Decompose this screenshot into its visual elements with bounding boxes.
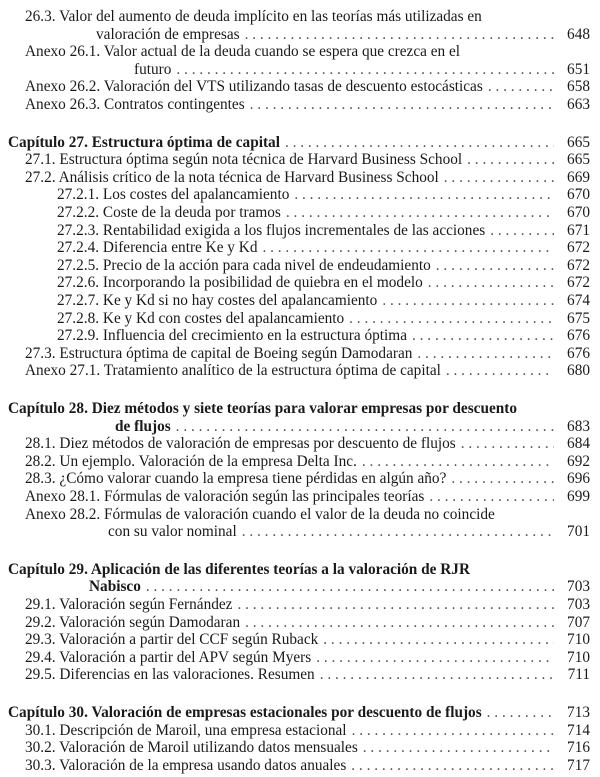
page-number: 676: [567, 327, 590, 345]
page-number: 672: [567, 274, 590, 292]
toc-entry-title: 27.2.8. Ke y Kd con costes del apalancamiento: [57, 309, 345, 327]
toc-entry-title: 29.4. Valoración a partir del APV según Myers: [25, 648, 312, 666]
toc-entry[interactable]: [25, 435, 590, 453]
toc-entry[interactable]: [25, 453, 590, 471]
toc-entry[interactable]: [57, 327, 590, 345]
page-number: 671: [567, 221, 590, 239]
toc-entry-title: Anexo 26.2. Valoración del VTS utilizando tasas de descuento estocásticas: [25, 78, 483, 96]
dot-leader: [488, 78, 554, 96]
toc-entry-title: Anexo 28.1. Fórmulas de valoración según las principales teorías: [25, 488, 425, 505]
toc-entry-title: valoración de empresas: [96, 25, 240, 43]
dot-leader: [294, 186, 554, 204]
toc-entry-title: 27.2.7. Ke y Kd si no hay costes del apalancamiento: [57, 292, 378, 309]
page-number: 710: [567, 648, 590, 666]
toc-entry[interactable]: [57, 257, 590, 275]
page-number: 670: [567, 186, 590, 204]
dot-leader: [176, 418, 554, 436]
page-number: 714: [567, 721, 590, 739]
toc-entry-title: 27.3. Estructura óptima de capital de Boeing según Damodaran: [25, 344, 413, 362]
page-number: 717: [567, 756, 590, 774]
toc-entry[interactable]: [25, 649, 590, 667]
toc-entry[interactable]: [25, 488, 590, 506]
toc-entry-title: 30.1. Descripción de Maroil, una empresa estacional: [25, 721, 347, 739]
dot-leader: [417, 345, 554, 363]
page-number: 672: [567, 239, 590, 257]
toc-entry[interactable]: [57, 204, 590, 222]
dot-leader: [349, 310, 554, 328]
toc-entry[interactable]: [96, 26, 590, 44]
page-number: 680: [567, 362, 590, 380]
toc-entry[interactable]: [25, 596, 590, 614]
dot-leader: [363, 739, 554, 757]
dot-leader: [323, 631, 554, 649]
dot-leader: [412, 327, 554, 345]
toc-entry[interactable]: [108, 523, 590, 541]
dot-leader: [242, 523, 554, 541]
toc-entry-title: 27.2.4. Diferencia entre Ke y Kd: [57, 239, 258, 257]
dot-leader: [245, 26, 554, 44]
page-number: 665: [567, 133, 590, 151]
toc-entry[interactable]: [25, 345, 590, 363]
toc-entry-title: 29.5. Diferencias en las valoraciones. Resumen: [25, 666, 315, 684]
toc-entry[interactable]: [134, 61, 590, 79]
toc-entry[interactable]: [25, 43, 590, 61]
toc-entry[interactable]: [57, 274, 590, 292]
dot-leader: [352, 722, 554, 740]
toc-entry[interactable]: [25, 757, 590, 775]
dot-leader: [444, 169, 554, 187]
toc-entry-title: 27.2.5. Precio de la acción para cada nivel de endeudamiento: [57, 256, 431, 274]
page-number: 663: [567, 96, 590, 113]
dot-leader: [351, 757, 554, 775]
page-number: 676: [567, 344, 590, 362]
toc-entry-title: Nabisco: [89, 578, 141, 596]
toc-entry-title: 28.1. Diez métodos de valoración de empresas por descuento de flujos: [25, 435, 456, 453]
toc-entry[interactable]: [25, 506, 590, 524]
toc-entry[interactable]: [25, 78, 590, 96]
toc-entry-title: Capítulo 29. Aplicación de las diferentes teorías a la valoración de RJR: [8, 560, 471, 578]
page-number: 703: [567, 596, 590, 613]
page-number: 703: [567, 578, 590, 596]
toc-entry[interactable]: [57, 292, 590, 310]
toc-entry-title: Anexo 28.2. Fórmulas de valoración cuando el valor de la deuda no coincide: [25, 505, 495, 523]
page-number: 658: [567, 78, 590, 96]
page-number: 716: [567, 739, 590, 757]
toc-entry-title: Capítulo 28. Diez métodos y siete teorías para valorar empresas por descuento: [8, 400, 517, 417]
toc-entry-title: de flujos: [115, 417, 171, 435]
toc-chapter-entry[interactable]: [8, 704, 590, 722]
toc-entry-title: 28.2. Un ejemplo. Valoración de la empresa Delta Inc.: [25, 452, 357, 470]
dot-leader: [362, 453, 554, 471]
toc-entry[interactable]: [25, 666, 590, 684]
dot-leader: [316, 649, 554, 667]
toc-entry[interactable]: [57, 222, 590, 240]
toc-entry-title: 29.2. Valoración según Damodaran: [25, 613, 241, 631]
toc-entry-title: 27.2.9. Influencia del crecimiento en la estructura óptima: [57, 327, 407, 345]
dot-leader: [146, 578, 554, 596]
page-number: 674: [567, 292, 590, 309]
dot-leader: [446, 362, 554, 380]
page-number: 669: [567, 168, 590, 186]
page-number: 672: [567, 256, 590, 274]
dot-leader: [382, 292, 554, 310]
toc-entry-title: 27.2. Análisis crítico de la nota técnica de Harvard Business School: [25, 168, 439, 186]
page-number: 665: [567, 151, 590, 169]
toc-entry-title: 30.2. Valoración de Maroil utilizando datos mensuales: [25, 739, 358, 757]
page-number: 701: [567, 523, 590, 541]
toc-chapter-entry[interactable]: [89, 578, 590, 596]
toc-chapter-entry[interactable]: [8, 561, 590, 579]
dot-leader: [451, 470, 554, 488]
page-number: 699: [567, 488, 590, 505]
page-number: 675: [567, 309, 590, 327]
dot-leader: [490, 222, 554, 240]
dot-leader: [285, 134, 554, 152]
toc-entry[interactable]: [25, 96, 590, 114]
toc-entry-title: Anexo 26.1. Valor actual de la deuda cuando se espera que crezca en el: [25, 43, 461, 61]
dot-leader: [436, 257, 554, 275]
toc-entry[interactable]: [25, 614, 590, 632]
toc-entry-title: 27.2.6. Incorporando la posibilidad de quiebra en el modelo: [57, 274, 423, 292]
page-number: 696: [567, 470, 590, 488]
toc-entry-title: Capítulo 30. Valoración de empresas estacionales por descuento de flujos: [8, 704, 482, 721]
page-number: 684: [567, 435, 590, 453]
toc-entry-title: 27.2.2. Coste de la deuda por tramos: [57, 204, 281, 221]
toc-entry-title: Anexo 26.3. Contratos contingentes: [25, 96, 245, 113]
dot-leader: [286, 204, 554, 222]
dot-leader: [250, 96, 554, 114]
dot-leader: [262, 239, 554, 257]
toc-entry-title: 28.3. ¿Cómo valorar cuando la empresa tiene pérdidas en algún año?: [25, 470, 447, 488]
toc-entry-title: Capítulo 27. Estructura óptima de capital: [8, 133, 280, 151]
page-number: 710: [567, 631, 590, 649]
toc-entry[interactable]: [25, 8, 590, 26]
toc-entry[interactable]: [57, 239, 590, 257]
toc-entry-title: 27.2.1. Los costes del apalancamiento: [57, 186, 290, 204]
dot-leader: [320, 666, 554, 684]
page-number: 713: [567, 704, 590, 721]
toc-entry[interactable]: [25, 631, 590, 649]
dot-leader: [176, 61, 554, 79]
dot-leader: [245, 614, 554, 632]
page-number: 648: [567, 25, 590, 43]
toc-entry[interactable]: [25, 470, 590, 488]
toc-entry[interactable]: [25, 722, 590, 740]
toc-entry-title: 29.1. Valoración según Fernández: [25, 596, 233, 613]
page-number: 707: [567, 613, 590, 631]
toc-entry[interactable]: [25, 362, 590, 380]
toc-entry-title: 27.1. Estructura óptima según nota técnica de Harvard Business School: [25, 151, 463, 169]
toc-entry[interactable]: [25, 739, 590, 757]
toc-entry-title: 29.3. Valoración a partir del CCF según Ruback: [25, 631, 319, 649]
page-number: 651: [567, 60, 590, 78]
dot-leader: [467, 151, 554, 169]
toc-entry-title: futuro: [134, 60, 172, 78]
toc-entry-title: 30.3. Valoración de la empresa usando datos anuales: [25, 756, 347, 774]
toc-entry[interactable]: [57, 310, 590, 328]
dot-leader: [428, 274, 554, 292]
dot-leader: [237, 596, 554, 614]
toc-entry[interactable]: [25, 169, 590, 187]
toc-entry[interactable]: [25, 151, 590, 169]
toc-chapter-entry[interactable]: [115, 418, 590, 436]
dot-leader: [487, 704, 554, 722]
dot-leader: [461, 435, 554, 453]
toc-entry-title: con su valor nominal: [108, 523, 237, 541]
toc-chapter-entry[interactable]: [8, 400, 590, 418]
toc-entry-title: 26.3. Valor del aumento de deuda implícito en las teorías más utilizadas en: [25, 8, 482, 25]
toc-entry-title: Anexo 27.1. Tratamiento analítico de la estructura óptima de capital: [25, 362, 441, 380]
page-number: 692: [567, 452, 590, 470]
toc-entry[interactable]: [57, 186, 590, 204]
toc-chapter-entry[interactable]: [8, 134, 590, 152]
dot-leader: [429, 488, 554, 506]
toc-entry-title: 27.2.3. Rentabilidad exigida a los flujos incrementales de las acciones: [57, 221, 486, 239]
page-number: 670: [567, 204, 590, 221]
page-number: 683: [567, 417, 590, 435]
page-number: 711: [567, 666, 590, 684]
